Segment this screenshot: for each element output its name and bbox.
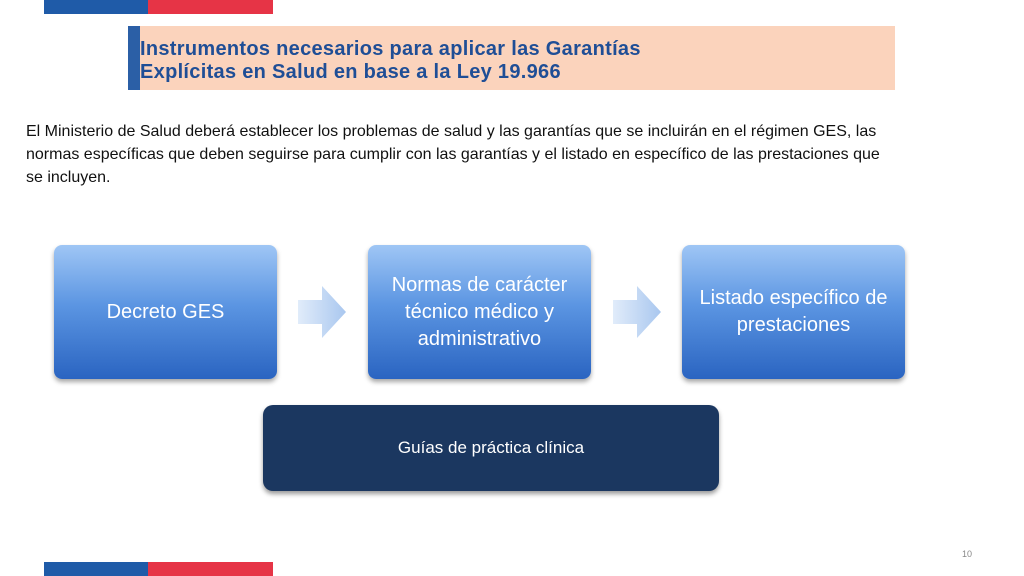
flag-stripe-blue-top [44, 0, 148, 14]
guias-practica-clinica-box [263, 405, 719, 491]
step-normas-tecnicas [368, 245, 591, 379]
step-decreto-ges [54, 245, 277, 379]
flag-stripe-red-top [148, 0, 273, 14]
right-arrow-icon [298, 286, 346, 338]
right-arrow-icon [613, 286, 661, 338]
title-line-1: Instrumentos necesarios para aplicar las Garantías [140, 38, 641, 60]
step-label: Normas de carácter técnico médico y administrativo [391, 273, 568, 350]
intro-paragraph: El Ministerio de Salud deberá establecer los problemas de salud y las garantías que se incluirán en el régimen GES, las normas específicas que deben seguirse para cumplir con las garantías y el listado en específico de las prestaciones que se incluyen. [26, 123, 880, 186]
step-label: Decreto GES [106, 300, 225, 323]
title-line-2: Explícitas en Salud en base a la Ley 19.966 [140, 61, 561, 83]
slide-title [128, 26, 895, 90]
flag-stripe-blue-bottom [44, 562, 148, 576]
page-number: 10 [962, 549, 973, 559]
guide-label: Guías de práctica clínica [397, 438, 585, 457]
step-label: Listado específico de prestaciones [699, 287, 888, 336]
step-listado-prestaciones [682, 245, 905, 379]
flag-stripe-red-bottom [148, 562, 273, 576]
